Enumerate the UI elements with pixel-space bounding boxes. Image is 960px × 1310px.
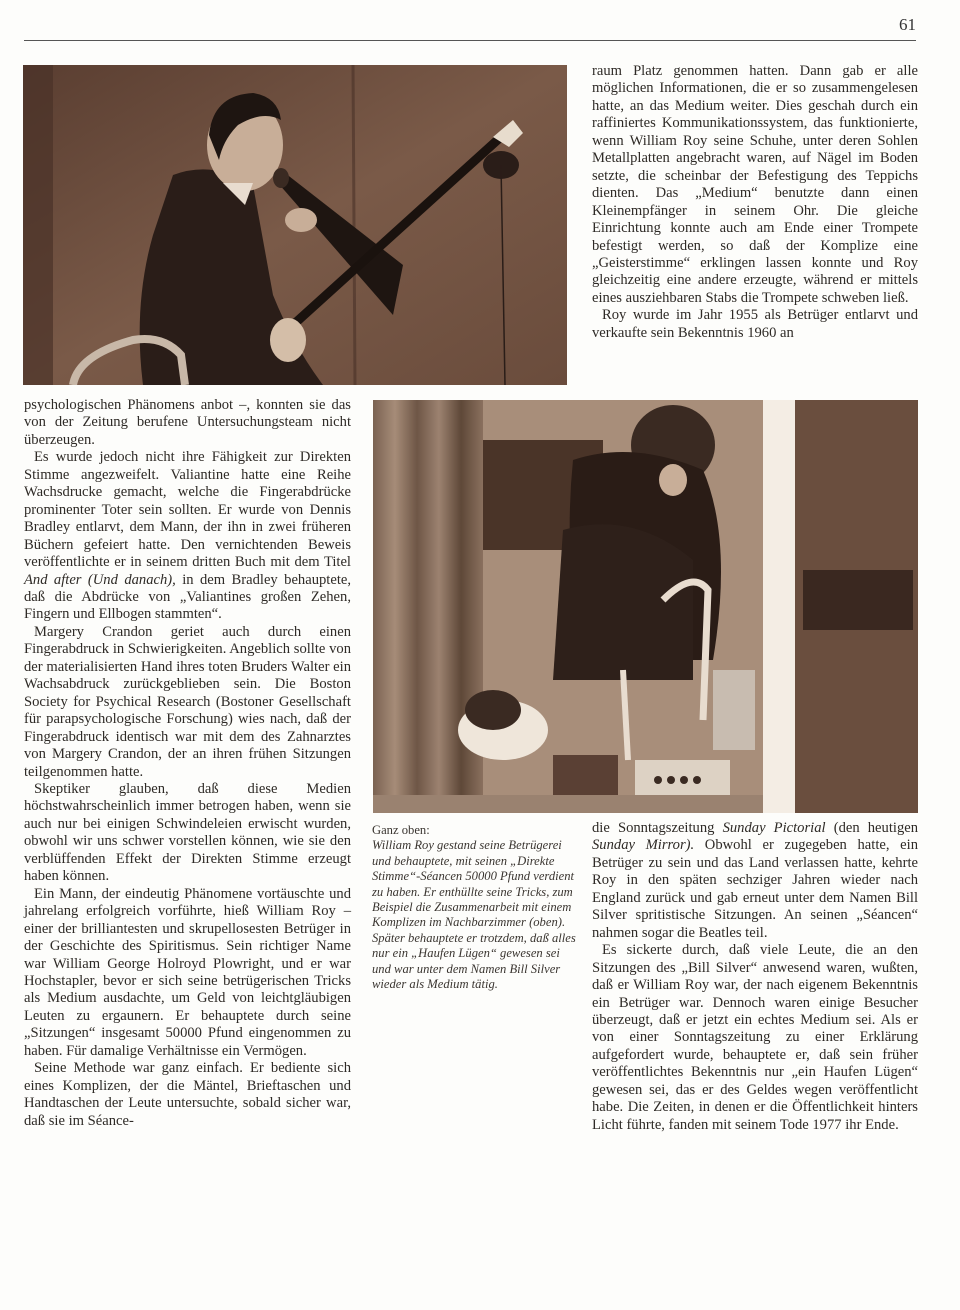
paragraph: Roy wurde im Jahr 1955 als Betrüger entlarvt und verkaufte sein Bekenntnis 1960 an	[592, 307, 918, 341]
paragraph	[592, 820, 918, 942]
page-number: 61	[899, 15, 916, 34]
photo-accomplice-next-room	[373, 400, 918, 813]
article-column-right-top	[592, 63, 918, 342]
paragraph: psychologischen Phänomens anbot –, konnten sie das von der Zeitung berufene Untersuchungsteam nicht überzeugen.	[24, 397, 351, 448]
newspaper-title: Sunday Pictorial	[722, 820, 826, 836]
book-title: And after (Und danach),	[24, 571, 176, 588]
paragraph: Seine Methode war ganz einfach. Er bediente sich eines Komplizen, der die Mäntel, Brieftaschen und Handtaschen der Leute untersuchte, sobald sicher war, daß sie im Séance-	[24, 1060, 351, 1129]
caption-heading: Ganz oben:	[372, 823, 430, 837]
caption-body: William Roy gestand seine Betrügerei und behauptete, mit seinen „Direkte Stimme“-Séancen 50000 Pfund verdient zu haben. Er enthüllte seine Tricks, zum Beispiel die Zusammenarbeit mit einem Komplizen im Nachbarzimmer (oben). Später behauptete er trotzdem, daß alles nur ein „Haufen Lügen“ gewesen sei und war unter dem Namen Bill Silver wieder als Medium tätig.	[372, 838, 576, 992]
paragraph-text: in dem Bradley behauptete, daß die Abdrücke von „Valiantines großen Zehen, Fingern und Ellbogen stammten“.	[24, 571, 351, 623]
paragraph	[24, 449, 351, 624]
paragraph: raum Platz genommen hatten. Dann gab er alle möglichen Informationen, die er so zusammengelesen hatte, an das Medium weiter. Dies geschah durch ein raffiniertes Kommunikationssystem, das funktionierte, wenn William Roy seine Schuhe, unter deren Sohlen Metallplatten angebracht waren, auf Nägel im Boden setzte, die scheinbar der Befestigung des Teppichs dienten. Das „Medium“ benutzte dann einen Kleinempfänger in seinem Ohr. Die gleiche Einrichtung konnte auch am Ende einer Trompete befestigt werden, so daß der Komplize eine „Geisterstimme“ erklingen lassen konnte und Roy gleichzeitig eine andere erzeugte, während er mittels eines ausziehbaren Stabs die Trompete schweben ließ.	[592, 63, 918, 306]
photo-accomplice-image	[373, 400, 918, 813]
article-column-right-bottom	[592, 820, 918, 1134]
photo-william-roy-trumpet	[23, 65, 567, 385]
paragraph-text: die Sonntagszeitung	[592, 820, 715, 836]
paragraph-text: Obwohl er zugegeben hatte, ein Betrüger zu sein und das Land verlassen hatte, kehrte Roy in den späten sechziger Jahren wieder nach England zurück und gab erneut unter dem Namen Bill Silver spritistische Sitzungen. An seinen „Séancen“ nahmen sogar die Beatles teil.	[592, 837, 919, 941]
photo-trumpet-image	[23, 65, 567, 385]
paragraph: Es sickerte durch, daß viele Leute, die an den Sitzungen des „Bill Silver“ anwesend waren, wußten, daß er William Roy war, der nach eigenem Bekenntnis ein Betrüger war. Dennoch waren einige Besucher überzeugt, daß er jetzt ein echtes Medium sei. Als er von einer Sonntagszeitung zu einer Erklärung aufgefordert wurde, behauptete er, daß sein früher veröffentlichtes Bekenntnis nur „ein Haufen Lügen“ gewesen sei, das er des Geldes wegen veröffentlicht habe. Die Zeiten, in denen er die Öffentlichkeit hinters Licht führte, fanden mit seinem Tode 1977 ihr Ende.	[592, 942, 918, 1133]
paragraph: Skeptiker glauben, daß diese Medien höchstwahrscheinlich immer betrogen haben, wenn sie auch nur bei einigen Schwindeleien erwischt wurden, obwohl wir uns schwer vorstellen können, wie sie den verblüffenden Effekt der Direkten Stimme erzeugt haben können.	[24, 780, 351, 885]
newspaper-title: Sunday Mirror).	[592, 837, 695, 854]
article-column-left	[24, 397, 351, 1130]
paragraph-text: Es wurde jedoch nicht ihre Fähigkeit zur Direkten Stimme angezweifelt. Valiantine hatte eine Reihe Wachsdrucke gemacht, welche die Fingerabdrücke prominenter Toter sein sollten. Er wurde von Dennis Bradley entlarvt, dem Mann, der ihn in zwei früheren Büchern gefeiert hatte. Den vernichtenden Beweis veröffentlichte er in seinem dritten Buch mit dem Titel	[24, 449, 351, 571]
paragraph: Margery Crandon geriet auch durch einen Fingerabdruck in Schwierigkeiten. Angeblich sollte von der materialisierten Hand ihres toten Bruders Walter ein Wachsabdruck zurückgeblieben sein. Die Boston Society for Psychical Research (Bostoner Gesellschaft für parapsychologische Forschung) wies nach, daß der Fingerabdruck identisch war mit dem des Zahnarztes von Margery Crandon, der an ihren frühen Sitzungen teilgenommen hatte.	[24, 623, 351, 780]
paragraph: Ein Mann, der eindeutig Phänomene vortäuschte und jahrelang erfolgreich vorführte, hieß William Roy – einer der brilliantesten und skrupellosesten Betrüger in der Geschichte des Spiritismus. Sein richtiger Name war William George Holroyd Plowright, und er war Hochstapler, bevor er sich seine betrügerischen Tricks als Medium ausdachte, um Geld von leichtgläubigen Leuten zu ergaunern. Er behauptete durch seine „Sitzungen“ insgesamt 50000 Pfund eingenommen zu haben. Für damalige Verhältnisse ein Vermögen.	[24, 885, 351, 1059]
header-rule	[24, 40, 916, 41]
photo-caption	[372, 823, 577, 992]
paragraph-text: (den heutigen	[833, 820, 919, 836]
